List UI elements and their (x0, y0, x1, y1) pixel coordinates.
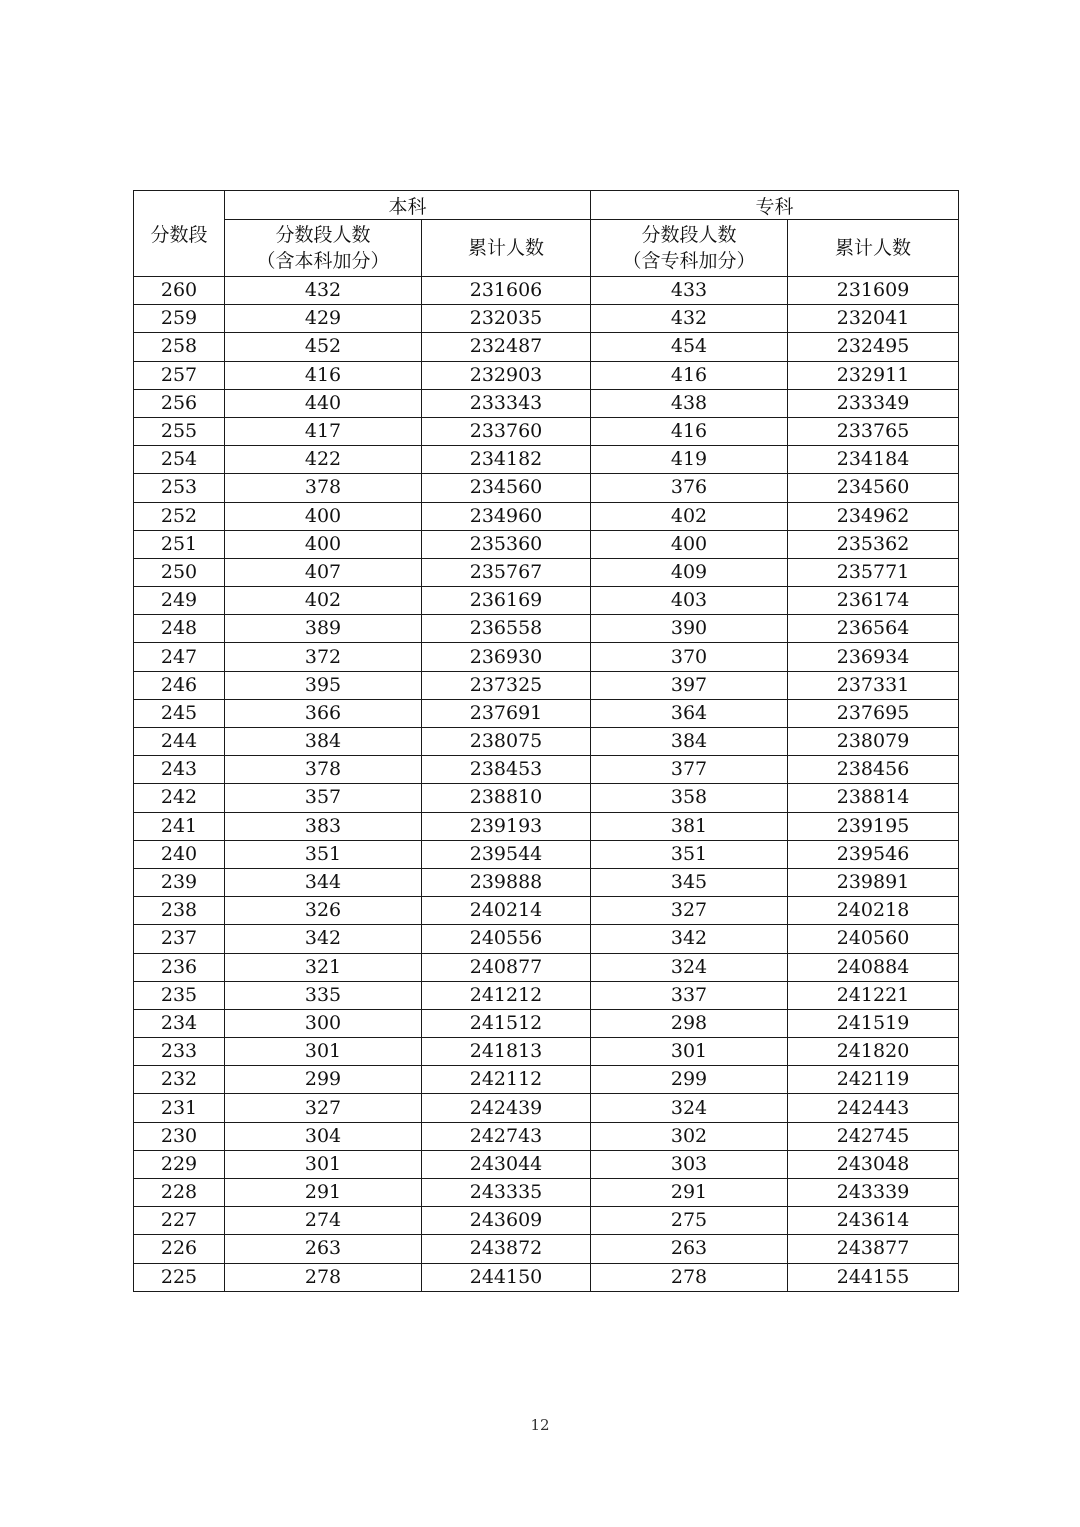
vocational-cumulative-cell: 237695 (788, 699, 959, 727)
undergrad-cumulative-cell: 243335 (422, 1179, 591, 1207)
vocational-count-cell: 409 (591, 558, 788, 586)
score-band-cell: 248 (134, 615, 225, 643)
vocational-count-cell: 342 (591, 925, 788, 953)
undergrad-cumulative-cell: 243872 (422, 1235, 591, 1263)
table-row (134, 1009, 959, 1037)
undergrad-cumulative-cell: 236930 (422, 643, 591, 671)
vocational-cumulative-cell: 236564 (788, 615, 959, 643)
score-band-cell: 228 (134, 1179, 225, 1207)
undergrad-count-cell: 432 (225, 277, 422, 305)
header-vocational-cumulative: 累计人数 (788, 220, 959, 277)
score-band-cell: 246 (134, 671, 225, 699)
vocational-cumulative-cell: 241221 (788, 981, 959, 1009)
header-vocational-count (591, 220, 788, 277)
undergrad-cumulative-cell: 241512 (422, 1009, 591, 1037)
undergrad-count-cell: 304 (225, 1122, 422, 1150)
undergrad-count-cell: 400 (225, 530, 422, 558)
undergrad-cumulative-cell: 231606 (422, 277, 591, 305)
header-undergrad-count-line1: 分数段人数 (275, 224, 371, 246)
vocational-count-cell: 438 (591, 389, 788, 417)
undergrad-count-cell: 407 (225, 558, 422, 586)
vocational-cumulative-cell: 241519 (788, 1009, 959, 1037)
score-band-cell: 254 (134, 446, 225, 474)
score-band-cell: 253 (134, 474, 225, 502)
vocational-cumulative-cell: 233349 (788, 389, 959, 417)
vocational-count-cell: 416 (591, 361, 788, 389)
undergrad-cumulative-cell: 235767 (422, 558, 591, 586)
vocational-count-cell: 376 (591, 474, 788, 502)
vocational-cumulative-cell: 239195 (788, 812, 959, 840)
table-row (134, 530, 959, 558)
undergrad-count-cell: 389 (225, 615, 422, 643)
undergrad-cumulative-cell: 241813 (422, 1038, 591, 1066)
header-undergrad-count-line2: （含本科加分） (256, 250, 390, 272)
undergrad-cumulative-cell: 232035 (422, 305, 591, 333)
undergrad-cumulative-cell: 242112 (422, 1066, 591, 1094)
vocational-count-cell: 390 (591, 615, 788, 643)
undergrad-count-cell: 384 (225, 728, 422, 756)
header-undergrad-count (225, 220, 422, 277)
table-row (134, 699, 959, 727)
vocational-cumulative-cell: 240218 (788, 897, 959, 925)
score-band-cell: 238 (134, 897, 225, 925)
header-undergrad-group: 本科 (225, 191, 591, 220)
table-row (134, 333, 959, 361)
vocational-count-cell: 263 (591, 1235, 788, 1263)
score-band-cell: 255 (134, 417, 225, 445)
score-band-cell: 225 (134, 1263, 225, 1291)
undergrad-cumulative-cell: 242743 (422, 1122, 591, 1150)
undergrad-cumulative-cell: 243044 (422, 1150, 591, 1178)
vocational-count-cell: 397 (591, 671, 788, 699)
undergrad-count-cell: 422 (225, 446, 422, 474)
undergrad-cumulative-cell: 234960 (422, 502, 591, 530)
vocational-count-cell: 432 (591, 305, 788, 333)
undergrad-cumulative-cell: 232903 (422, 361, 591, 389)
score-band-cell: 243 (134, 756, 225, 784)
vocational-cumulative-cell: 233765 (788, 417, 959, 445)
score-band-cell: 244 (134, 728, 225, 756)
undergrad-count-cell: 342 (225, 925, 422, 953)
table-header (134, 191, 959, 277)
vocational-cumulative-cell: 236174 (788, 587, 959, 615)
vocational-cumulative-cell: 232041 (788, 305, 959, 333)
vocational-count-cell: 364 (591, 699, 788, 727)
table-row (134, 1179, 959, 1207)
vocational-count-cell: 291 (591, 1179, 788, 1207)
undergrad-count-cell: 440 (225, 389, 422, 417)
undergrad-count-cell: 452 (225, 333, 422, 361)
vocational-count-cell: 299 (591, 1066, 788, 1094)
vocational-count-cell: 301 (591, 1038, 788, 1066)
vocational-count-cell: 358 (591, 784, 788, 812)
undergrad-count-cell: 351 (225, 840, 422, 868)
score-band-cell: 256 (134, 389, 225, 417)
vocational-count-cell: 402 (591, 502, 788, 530)
vocational-cumulative-cell: 231609 (788, 277, 959, 305)
undergrad-count-cell: 416 (225, 361, 422, 389)
undergrad-cumulative-cell: 239888 (422, 868, 591, 896)
score-band-cell: 259 (134, 305, 225, 333)
undergrad-cumulative-cell: 234560 (422, 474, 591, 502)
undergrad-cumulative-cell: 239544 (422, 840, 591, 868)
table-row (134, 389, 959, 417)
undergrad-cumulative-cell: 233760 (422, 417, 591, 445)
score-band-cell: 250 (134, 558, 225, 586)
vocational-count-cell: 416 (591, 417, 788, 445)
score-band-cell: 235 (134, 981, 225, 1009)
undergrad-cumulative-cell: 240214 (422, 897, 591, 925)
undergrad-count-cell: 378 (225, 474, 422, 502)
undergrad-cumulative-cell: 240556 (422, 925, 591, 953)
score-band-cell: 233 (134, 1038, 225, 1066)
vocational-cumulative-cell: 243048 (788, 1150, 959, 1178)
undergrad-cumulative-cell: 244150 (422, 1263, 591, 1291)
undergrad-count-cell: 383 (225, 812, 422, 840)
score-band-cell: 237 (134, 925, 225, 953)
table-row (134, 502, 959, 530)
table-row (134, 643, 959, 671)
vocational-cumulative-cell: 232495 (788, 333, 959, 361)
score-distribution-table (133, 190, 959, 1292)
undergrad-cumulative-cell: 233343 (422, 389, 591, 417)
vocational-cumulative-cell: 240560 (788, 925, 959, 953)
undergrad-count-cell: 372 (225, 643, 422, 671)
header-vocational-count-line1: 分数段人数 (641, 224, 737, 246)
score-band-cell: 239 (134, 868, 225, 896)
undergrad-cumulative-cell: 240877 (422, 953, 591, 981)
undergrad-count-cell: 300 (225, 1009, 422, 1037)
vocational-cumulative-cell: 242745 (788, 1122, 959, 1150)
vocational-count-cell: 327 (591, 897, 788, 925)
vocational-cumulative-cell: 234962 (788, 502, 959, 530)
vocational-count-cell: 302 (591, 1122, 788, 1150)
vocational-cumulative-cell: 238814 (788, 784, 959, 812)
vocational-cumulative-cell: 243877 (788, 1235, 959, 1263)
score-band-cell: 231 (134, 1094, 225, 1122)
undergrad-count-cell: 335 (225, 981, 422, 1009)
header-vocational-count-line2: （含专科加分） (622, 250, 756, 272)
undergrad-cumulative-cell: 238453 (422, 756, 591, 784)
score-band-cell: 226 (134, 1235, 225, 1263)
table-body (134, 277, 959, 1292)
score-band-cell: 242 (134, 784, 225, 812)
undergrad-count-cell: 366 (225, 699, 422, 727)
undergrad-count-cell: 291 (225, 1179, 422, 1207)
undergrad-cumulative-cell: 236169 (422, 587, 591, 615)
vocational-count-cell: 433 (591, 277, 788, 305)
vocational-count-cell: 298 (591, 1009, 788, 1037)
undergrad-count-cell: 395 (225, 671, 422, 699)
table-row (134, 558, 959, 586)
vocational-count-cell: 400 (591, 530, 788, 558)
table-row (134, 1066, 959, 1094)
undergrad-cumulative-cell: 242439 (422, 1094, 591, 1122)
score-band-cell: 260 (134, 277, 225, 305)
table-row (134, 474, 959, 502)
undergrad-count-cell: 378 (225, 756, 422, 784)
table-row (134, 728, 959, 756)
undergrad-count-cell: 417 (225, 417, 422, 445)
score-band-cell: 227 (134, 1207, 225, 1235)
score-band-cell: 249 (134, 587, 225, 615)
undergrad-count-cell: 357 (225, 784, 422, 812)
score-band-cell: 251 (134, 530, 225, 558)
vocational-cumulative-cell: 241820 (788, 1038, 959, 1066)
vocational-count-cell: 377 (591, 756, 788, 784)
vocational-count-cell: 337 (591, 981, 788, 1009)
score-band-cell: 258 (134, 333, 225, 361)
table-row (134, 305, 959, 333)
vocational-cumulative-cell: 235362 (788, 530, 959, 558)
table-row (134, 840, 959, 868)
vocational-count-cell: 370 (591, 643, 788, 671)
table-row (134, 1263, 959, 1291)
vocational-count-cell: 275 (591, 1207, 788, 1235)
undergrad-cumulative-cell: 241212 (422, 981, 591, 1009)
undergrad-count-cell: 299 (225, 1066, 422, 1094)
table-row (134, 756, 959, 784)
table-row (134, 1207, 959, 1235)
vocational-count-cell: 381 (591, 812, 788, 840)
vocational-cumulative-cell: 234560 (788, 474, 959, 502)
undergrad-cumulative-cell: 235360 (422, 530, 591, 558)
vocational-cumulative-cell: 237331 (788, 671, 959, 699)
undergrad-count-cell: 429 (225, 305, 422, 333)
undergrad-count-cell: 301 (225, 1150, 422, 1178)
vocational-cumulative-cell: 232911 (788, 361, 959, 389)
score-band-cell: 247 (134, 643, 225, 671)
vocational-count-cell: 403 (591, 587, 788, 615)
vocational-count-cell: 454 (591, 333, 788, 361)
undergrad-cumulative-cell: 236558 (422, 615, 591, 643)
table-row (134, 1122, 959, 1150)
score-band-cell: 241 (134, 812, 225, 840)
undergrad-count-cell: 400 (225, 502, 422, 530)
undergrad-cumulative-cell: 234182 (422, 446, 591, 474)
undergrad-cumulative-cell: 239193 (422, 812, 591, 840)
vocational-count-cell: 324 (591, 1094, 788, 1122)
vocational-count-cell: 419 (591, 446, 788, 474)
undergrad-count-cell: 402 (225, 587, 422, 615)
table-row (134, 953, 959, 981)
table-row (134, 361, 959, 389)
table-row (134, 812, 959, 840)
undergrad-count-cell: 301 (225, 1038, 422, 1066)
page-number: 12 (530, 1416, 550, 1434)
score-band-cell: 252 (134, 502, 225, 530)
undergrad-cumulative-cell: 238075 (422, 728, 591, 756)
table-row (134, 981, 959, 1009)
undergrad-cumulative-cell: 237691 (422, 699, 591, 727)
vocational-cumulative-cell: 243339 (788, 1179, 959, 1207)
vocational-count-cell: 384 (591, 728, 788, 756)
score-band-cell: 245 (134, 699, 225, 727)
header-undergrad-cumulative: 累计人数 (422, 220, 591, 277)
table-row (134, 925, 959, 953)
vocational-cumulative-cell: 238079 (788, 728, 959, 756)
vocational-cumulative-cell: 239891 (788, 868, 959, 896)
score-band-cell: 232 (134, 1066, 225, 1094)
table-row (134, 868, 959, 896)
vocational-count-cell: 303 (591, 1150, 788, 1178)
vocational-count-cell: 345 (591, 868, 788, 896)
undergrad-count-cell: 327 (225, 1094, 422, 1122)
table-row (134, 1150, 959, 1178)
vocational-cumulative-cell: 244155 (788, 1263, 959, 1291)
table-row (134, 277, 959, 305)
vocational-cumulative-cell: 238456 (788, 756, 959, 784)
table-row (134, 587, 959, 615)
vocational-cumulative-cell: 243614 (788, 1207, 959, 1235)
score-band-cell: 229 (134, 1150, 225, 1178)
score-band-cell: 236 (134, 953, 225, 981)
undergrad-cumulative-cell: 232487 (422, 333, 591, 361)
score-band-cell: 230 (134, 1122, 225, 1150)
vocational-cumulative-cell: 236934 (788, 643, 959, 671)
vocational-cumulative-cell: 242443 (788, 1094, 959, 1122)
vocational-count-cell: 351 (591, 840, 788, 868)
undergrad-count-cell: 344 (225, 868, 422, 896)
table-row (134, 1038, 959, 1066)
undergrad-cumulative-cell: 243609 (422, 1207, 591, 1235)
table-row (134, 897, 959, 925)
vocational-cumulative-cell: 242119 (788, 1066, 959, 1094)
header-vocational-group: 专科 (591, 191, 959, 220)
undergrad-count-cell: 326 (225, 897, 422, 925)
table-row (134, 671, 959, 699)
vocational-cumulative-cell: 235771 (788, 558, 959, 586)
vocational-count-cell: 324 (591, 953, 788, 981)
undergrad-count-cell: 278 (225, 1263, 422, 1291)
score-band-cell: 234 (134, 1009, 225, 1037)
table-row (134, 615, 959, 643)
vocational-cumulative-cell: 239546 (788, 840, 959, 868)
vocational-cumulative-cell: 234184 (788, 446, 959, 474)
undergrad-count-cell: 274 (225, 1207, 422, 1235)
undergrad-count-cell: 321 (225, 953, 422, 981)
vocational-count-cell: 278 (591, 1263, 788, 1291)
score-band-cell: 240 (134, 840, 225, 868)
table-row (134, 784, 959, 812)
vocational-cumulative-cell: 240884 (788, 953, 959, 981)
header-score-band: 分数段 (134, 191, 225, 277)
table-row (134, 1094, 959, 1122)
score-band-cell: 257 (134, 361, 225, 389)
undergrad-cumulative-cell: 238810 (422, 784, 591, 812)
table-row (134, 417, 959, 445)
table-row (134, 446, 959, 474)
undergrad-count-cell: 263 (225, 1235, 422, 1263)
table-row (134, 1235, 959, 1263)
undergrad-cumulative-cell: 237325 (422, 671, 591, 699)
